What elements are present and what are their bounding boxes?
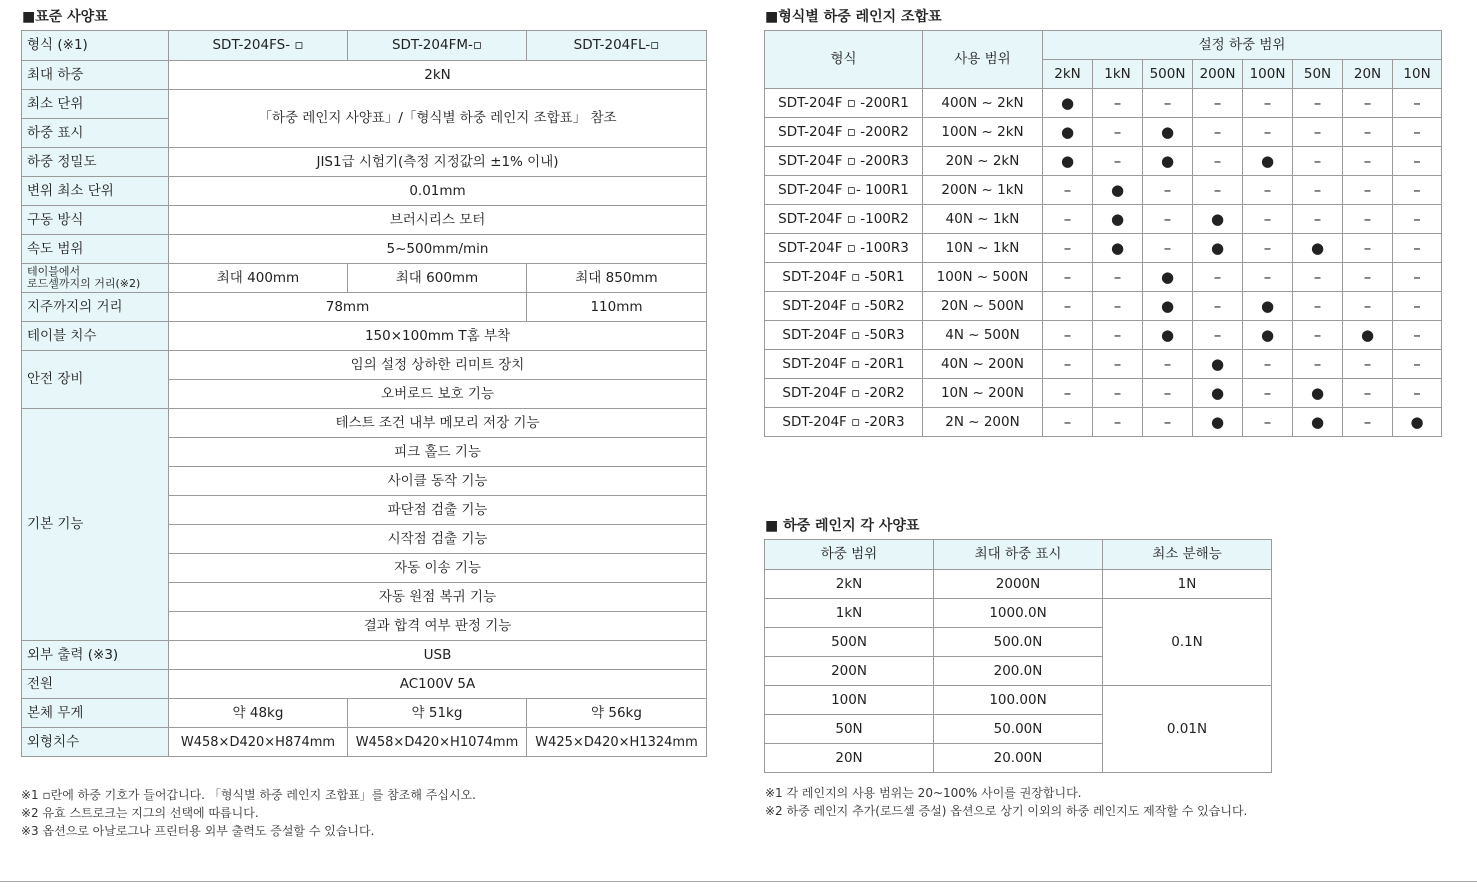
combo-mark-cell: – bbox=[1393, 89, 1442, 118]
combo-range-cell: 20N ~ 500N bbox=[923, 292, 1043, 321]
combo-mark-cell: – bbox=[1243, 118, 1293, 147]
range-note: ※1 각 레인지의 사용 범위는 20~100% 사이를 권장합니다. bbox=[765, 786, 1082, 800]
max-cell: 100.00N bbox=[934, 686, 1103, 715]
combo-mark-cell: ● bbox=[1293, 408, 1343, 437]
combo-mark-cell: – bbox=[1293, 205, 1343, 234]
basic-function: 테스트 조건 내부 메모리 저장 기능 bbox=[169, 409, 707, 438]
combo-mark-cell: ● bbox=[1243, 321, 1293, 350]
combo-mark-cell: – bbox=[1243, 350, 1293, 379]
combo-mark-cell: – bbox=[1343, 205, 1393, 234]
drive-label: 구동 방식 bbox=[22, 206, 169, 235]
combo-mark-cell: ● bbox=[1143, 321, 1193, 350]
weight-fm: 약 51kg bbox=[348, 699, 527, 728]
combo-title: ■형식별 하중 레인지 조합표 bbox=[765, 9, 942, 25]
combo-setting-header: 설정 하중 범위 bbox=[1043, 31, 1442, 60]
max-cell: 1000.0N bbox=[934, 599, 1103, 628]
combo-mark-cell: – bbox=[1293, 118, 1343, 147]
combo-row bbox=[765, 118, 1442, 147]
combo-mark-cell: ● bbox=[1093, 234, 1143, 263]
combo-mark-cell: – bbox=[1043, 408, 1093, 437]
combo-mark-cell: – bbox=[1043, 176, 1093, 205]
combo-mark-cell: – bbox=[1143, 408, 1193, 437]
combo-mark-cell: – bbox=[1343, 147, 1393, 176]
range-spec-table bbox=[764, 539, 1272, 773]
bottom-divider bbox=[0, 881, 1477, 882]
combo-mark-cell: – bbox=[1243, 234, 1293, 263]
combo-mark-cell: – bbox=[1093, 89, 1143, 118]
combo-col-header: 20N bbox=[1343, 60, 1393, 89]
load-accuracy-label: 하중 정밀도 bbox=[22, 148, 169, 177]
range-note: ※2 하중 레인지 추가(로드셀 증설) 옵션으로 상기 이외의 하중 레인지도 제작할 수 있습니다. bbox=[765, 804, 1248, 818]
combo-row bbox=[765, 147, 1442, 176]
stroke-fl: 최대 850mm bbox=[527, 264, 707, 293]
table-size-label: 테이블 치수 bbox=[22, 322, 169, 351]
weight-label: 본체 무게 bbox=[22, 699, 169, 728]
spec-note: ※1 ▫란에 하중 기호가 들어갑니다. 「형식별 하중 레인지 조합표」를 참조해 주십시오. bbox=[21, 788, 476, 802]
combo-model-cell: SDT-204F ▫ -50R1 bbox=[765, 263, 923, 292]
combo-mark-cell: – bbox=[1293, 350, 1343, 379]
combo-range-cell: 40N ~ 200N bbox=[923, 350, 1043, 379]
basic-function: 사이클 동작 기능 bbox=[169, 467, 707, 496]
combo-mark-cell: – bbox=[1343, 176, 1393, 205]
range-cell: 200N bbox=[765, 657, 934, 686]
combo-model-cell: SDT-204F ▫ -100R3 bbox=[765, 234, 923, 263]
combo-mark-cell: – bbox=[1393, 147, 1442, 176]
min-unit-label: 최소 단위 bbox=[22, 90, 169, 119]
max-cell: 50.00N bbox=[934, 715, 1103, 744]
combo-mark-cell: ● bbox=[1293, 379, 1343, 408]
combo-mark-cell: ● bbox=[1193, 408, 1243, 437]
max-display-header: 최대 하중 표시 bbox=[934, 540, 1103, 570]
combo-mark-cell: – bbox=[1093, 321, 1143, 350]
table-loadcell-label bbox=[22, 264, 169, 293]
resolution-header: 최소 분해능 bbox=[1103, 540, 1272, 570]
combo-mark-cell: – bbox=[1293, 147, 1343, 176]
combo-mark-cell: – bbox=[1293, 292, 1343, 321]
column-distance-l: 110mm bbox=[527, 293, 707, 322]
combo-mark-cell: ● bbox=[1193, 234, 1243, 263]
speed-label: 속도 범위 bbox=[22, 235, 169, 264]
combo-mark-cell: – bbox=[1243, 408, 1293, 437]
power-label: 전원 bbox=[22, 670, 169, 699]
combo-mark-cell: – bbox=[1243, 263, 1293, 292]
combo-mark-cell: – bbox=[1143, 205, 1193, 234]
combo-row bbox=[765, 205, 1442, 234]
range-cell: 500N bbox=[765, 628, 934, 657]
column-distance-sm: 78mm bbox=[169, 293, 527, 322]
combo-mark-cell: – bbox=[1043, 350, 1093, 379]
combo-mark-cell: – bbox=[1393, 118, 1442, 147]
dimensions-fl: W425×D420×H1324mm bbox=[527, 728, 707, 757]
combo-model-cell: SDT-204F ▫ -20R3 bbox=[765, 408, 923, 437]
combo-mark-cell: – bbox=[1393, 321, 1442, 350]
table-loadcell-label-line1: 테이블에서 bbox=[27, 265, 81, 278]
combo-model-cell: SDT-204F ▫ -200R3 bbox=[765, 147, 923, 176]
combo-col-header: 2kN bbox=[1043, 60, 1093, 89]
combo-row bbox=[765, 234, 1442, 263]
combo-model-cell: SDT-204F ▫ -50R3 bbox=[765, 321, 923, 350]
combo-model-cell: SDT-204F ▫ -100R2 bbox=[765, 205, 923, 234]
model-fm: SDT-204FM-▫ bbox=[348, 31, 527, 61]
combo-mark-cell: – bbox=[1093, 147, 1143, 176]
combo-col-header: 10N bbox=[1393, 60, 1442, 89]
combo-mark-cell: ● bbox=[1343, 321, 1393, 350]
stroke-fs: 최대 400mm bbox=[169, 264, 348, 293]
combo-mark-cell: – bbox=[1343, 89, 1393, 118]
basic-label: 기본 기능 bbox=[22, 409, 169, 641]
column-distance-label: 지주까지의 거리 bbox=[22, 293, 169, 322]
table-size-value: 150×100mm T홈 부착 bbox=[169, 322, 707, 351]
combo-mark-cell: – bbox=[1143, 234, 1193, 263]
combo-range-cell: 10N ~ 1kN bbox=[923, 234, 1043, 263]
combo-mark-cell: ● bbox=[1193, 350, 1243, 379]
combo-range-cell: 400N ~ 2kN bbox=[923, 89, 1043, 118]
combo-mark-cell: ● bbox=[1243, 147, 1293, 176]
dimensions-fs: W458×D420×H874mm bbox=[169, 728, 348, 757]
model-fl: SDT-204FL-▫ bbox=[527, 31, 707, 61]
combo-row bbox=[765, 321, 1442, 350]
combo-mark-cell: ● bbox=[1143, 292, 1193, 321]
combo-range-cell: 10N ~ 200N bbox=[923, 379, 1043, 408]
combo-col-header: 50N bbox=[1293, 60, 1343, 89]
combo-mark-cell: – bbox=[1293, 176, 1343, 205]
combo-mark-cell: – bbox=[1343, 263, 1393, 292]
combo-range-header: 사용 범위 bbox=[923, 31, 1043, 89]
combo-model-cell: SDT-204F ▫- 100R1 bbox=[765, 176, 923, 205]
basic-function: 자동 이송 기능 bbox=[169, 554, 707, 583]
combo-row bbox=[765, 263, 1442, 292]
combo-mark-cell: ● bbox=[1093, 205, 1143, 234]
combo-range-cell: 200N ~ 1kN bbox=[923, 176, 1043, 205]
combo-mark-cell: – bbox=[1043, 263, 1093, 292]
disp-min-unit-value: 0.01mm bbox=[169, 177, 707, 206]
basic-function: 시작점 검출 기능 bbox=[169, 525, 707, 554]
speed-value: 5~500mm/min bbox=[169, 235, 707, 264]
combo-mark-cell: – bbox=[1043, 321, 1093, 350]
combo-col-header: 1kN bbox=[1093, 60, 1143, 89]
basic-function: 결과 합격 여부 판정 기능 bbox=[169, 612, 707, 641]
combo-mark-cell: ● bbox=[1193, 379, 1243, 408]
range-spec-title: ■ 하중 레인지 각 사양표 bbox=[765, 518, 920, 534]
combo-model-cell: SDT-204F ▫ -200R1 bbox=[765, 89, 923, 118]
combo-mark-cell: ● bbox=[1293, 234, 1343, 263]
max-load-label: 최대 하중 bbox=[22, 61, 169, 90]
combo-mark-cell: – bbox=[1043, 379, 1093, 408]
combo-mark-cell: ● bbox=[1043, 89, 1093, 118]
combo-model-header: 형식 bbox=[765, 31, 923, 89]
combo-mark-cell: – bbox=[1193, 292, 1243, 321]
combo-mark-cell: ● bbox=[1143, 118, 1193, 147]
combo-mark-cell: – bbox=[1093, 263, 1143, 292]
max-load-value: 2kN bbox=[169, 61, 707, 90]
combo-row bbox=[765, 408, 1442, 437]
combo-mark-cell: – bbox=[1243, 176, 1293, 205]
combo-mark-cell: – bbox=[1293, 89, 1343, 118]
max-cell: 500.0N bbox=[934, 628, 1103, 657]
basic-function: 파단점 검출 기능 bbox=[169, 496, 707, 525]
range-cell: 2kN bbox=[765, 570, 934, 599]
combo-mark-cell: – bbox=[1143, 379, 1193, 408]
output-value: USB bbox=[169, 641, 707, 670]
combo-mark-cell: – bbox=[1043, 292, 1093, 321]
combo-range-cell: 100N ~ 2kN bbox=[923, 118, 1043, 147]
spec-title: ■표준 사양표 bbox=[22, 9, 108, 25]
combo-range-cell: 4N ~ 500N bbox=[923, 321, 1043, 350]
drive-value: 브러시리스 모터 bbox=[169, 206, 707, 235]
range-cell: 100N bbox=[765, 686, 934, 715]
combo-range-cell: 40N ~ 1kN bbox=[923, 205, 1043, 234]
combo-row bbox=[765, 89, 1442, 118]
combo-mark-cell: – bbox=[1093, 350, 1143, 379]
combo-mark-cell: – bbox=[1143, 176, 1193, 205]
combo-mark-cell: – bbox=[1043, 205, 1093, 234]
combo-table bbox=[764, 30, 1442, 437]
basic-function: 자동 원점 복귀 기능 bbox=[169, 583, 707, 612]
range-cell: 50N bbox=[765, 715, 934, 744]
combo-col-header: 200N bbox=[1193, 60, 1243, 89]
combo-mark-cell: – bbox=[1093, 292, 1143, 321]
model-label: 형식 (※1) bbox=[22, 31, 169, 61]
combo-col-header: 100N bbox=[1243, 60, 1293, 89]
combo-mark-cell: – bbox=[1293, 321, 1343, 350]
combo-mark-cell: ● bbox=[1043, 118, 1093, 147]
combo-mark-cell: – bbox=[1193, 263, 1243, 292]
combo-mark-cell: ● bbox=[1093, 176, 1143, 205]
range-cell: 20N bbox=[765, 744, 934, 773]
max-cell: 20.00N bbox=[934, 744, 1103, 773]
combo-row bbox=[765, 176, 1442, 205]
combo-mark-cell: – bbox=[1393, 379, 1442, 408]
power-value: AC100V 5A bbox=[169, 670, 707, 699]
combo-mark-cell: – bbox=[1093, 379, 1143, 408]
combo-mark-cell: – bbox=[1343, 292, 1393, 321]
resolution-cell: 0.01N bbox=[1103, 686, 1272, 773]
combo-mark-cell: – bbox=[1193, 321, 1243, 350]
stroke-fm: 최대 600mm bbox=[348, 264, 527, 293]
range-header: 하중 범위 bbox=[765, 540, 934, 570]
combo-mark-cell: – bbox=[1343, 350, 1393, 379]
combo-mark-cell: – bbox=[1193, 118, 1243, 147]
combo-mark-cell: – bbox=[1143, 89, 1193, 118]
combo-mark-cell: – bbox=[1393, 292, 1442, 321]
spec-table bbox=[21, 30, 707, 757]
combo-mark-cell: – bbox=[1243, 379, 1293, 408]
combo-mark-cell: ● bbox=[1243, 292, 1293, 321]
combo-mark-cell: – bbox=[1393, 205, 1442, 234]
combo-row bbox=[765, 292, 1442, 321]
combo-mark-cell: – bbox=[1393, 263, 1442, 292]
combo-model-cell: SDT-204F ▫ -50R2 bbox=[765, 292, 923, 321]
spec-note: ※2 유효 스트로크는 지그의 선택에 따릅니다. bbox=[21, 806, 259, 820]
dimensions-label: 외형치수 bbox=[22, 728, 169, 757]
combo-mark-cell: – bbox=[1243, 89, 1293, 118]
combo-row bbox=[765, 350, 1442, 379]
combo-col-header: 500N bbox=[1143, 60, 1193, 89]
load-accuracy-value: JIS1급 시험기(측정 지정값의 ±1% 이내) bbox=[169, 148, 707, 177]
weight-fl: 약 56kg bbox=[527, 699, 707, 728]
basic-function: 피크 홀드 기능 bbox=[169, 438, 707, 467]
combo-mark-cell: – bbox=[1393, 176, 1442, 205]
combo-mark-cell: – bbox=[1093, 118, 1143, 147]
combo-mark-cell: ● bbox=[1193, 205, 1243, 234]
combo-row bbox=[765, 379, 1442, 408]
combo-mark-cell: ● bbox=[1143, 147, 1193, 176]
combo-range-cell: 20N ~ 2kN bbox=[923, 147, 1043, 176]
combo-mark-cell: – bbox=[1093, 408, 1143, 437]
reference-text: 「하중 레인지 사양표」/「형식별 하중 레인지 조합표」 참조 bbox=[169, 90, 707, 148]
combo-model-cell: SDT-204F ▫ -200R2 bbox=[765, 118, 923, 147]
range-cell: 1kN bbox=[765, 599, 934, 628]
safety-value: 임의 설정 상하한 리미트 장치 bbox=[169, 351, 707, 380]
combo-mark-cell: – bbox=[1343, 379, 1393, 408]
combo-mark-cell: – bbox=[1393, 350, 1442, 379]
dimensions-fm: W458×D420×H1074mm bbox=[348, 728, 527, 757]
resolution-cell: 1N bbox=[1103, 570, 1272, 599]
combo-mark-cell: – bbox=[1343, 408, 1393, 437]
combo-mark-cell: – bbox=[1193, 176, 1243, 205]
combo-mark-cell: – bbox=[1293, 263, 1343, 292]
combo-range-cell: 2N ~ 200N bbox=[923, 408, 1043, 437]
combo-mark-cell: – bbox=[1043, 234, 1093, 263]
load-display-label: 하중 표시 bbox=[22, 119, 169, 148]
spec-note: ※3 옵션으로 아날로그나 프린터용 외부 출력도 증설할 수 있습니다. bbox=[21, 824, 375, 838]
combo-mark-cell: – bbox=[1193, 89, 1243, 118]
safety-label: 안전 장비 bbox=[22, 351, 169, 409]
combo-mark-cell: – bbox=[1343, 234, 1393, 263]
combo-mark-cell: – bbox=[1343, 118, 1393, 147]
combo-mark-cell: ● bbox=[1143, 263, 1193, 292]
combo-mark-cell: – bbox=[1243, 205, 1293, 234]
combo-mark-cell: – bbox=[1143, 350, 1193, 379]
combo-mark-cell: ● bbox=[1043, 147, 1093, 176]
table-loadcell-label-line2: 로드셀까지의 거리(※2) bbox=[27, 277, 141, 290]
combo-range-cell: 100N ~ 500N bbox=[923, 263, 1043, 292]
combo-mark-cell: – bbox=[1193, 147, 1243, 176]
combo-mark-cell: ● bbox=[1393, 408, 1442, 437]
output-label: 외부 출력 (※3) bbox=[22, 641, 169, 670]
max-cell: 2000N bbox=[934, 570, 1103, 599]
safety-value: 오버로드 보호 기능 bbox=[169, 380, 707, 409]
max-cell: 200.0N bbox=[934, 657, 1103, 686]
combo-mark-cell: – bbox=[1393, 234, 1442, 263]
combo-model-cell: SDT-204F ▫ -20R2 bbox=[765, 379, 923, 408]
model-fs: SDT-204FS- ▫ bbox=[169, 31, 348, 61]
resolution-cell: 0.1N bbox=[1103, 599, 1272, 686]
weight-fs: 약 48kg bbox=[169, 699, 348, 728]
disp-min-unit-label: 변위 최소 단위 bbox=[22, 177, 169, 206]
combo-model-cell: SDT-204F ▫ -20R1 bbox=[765, 350, 923, 379]
